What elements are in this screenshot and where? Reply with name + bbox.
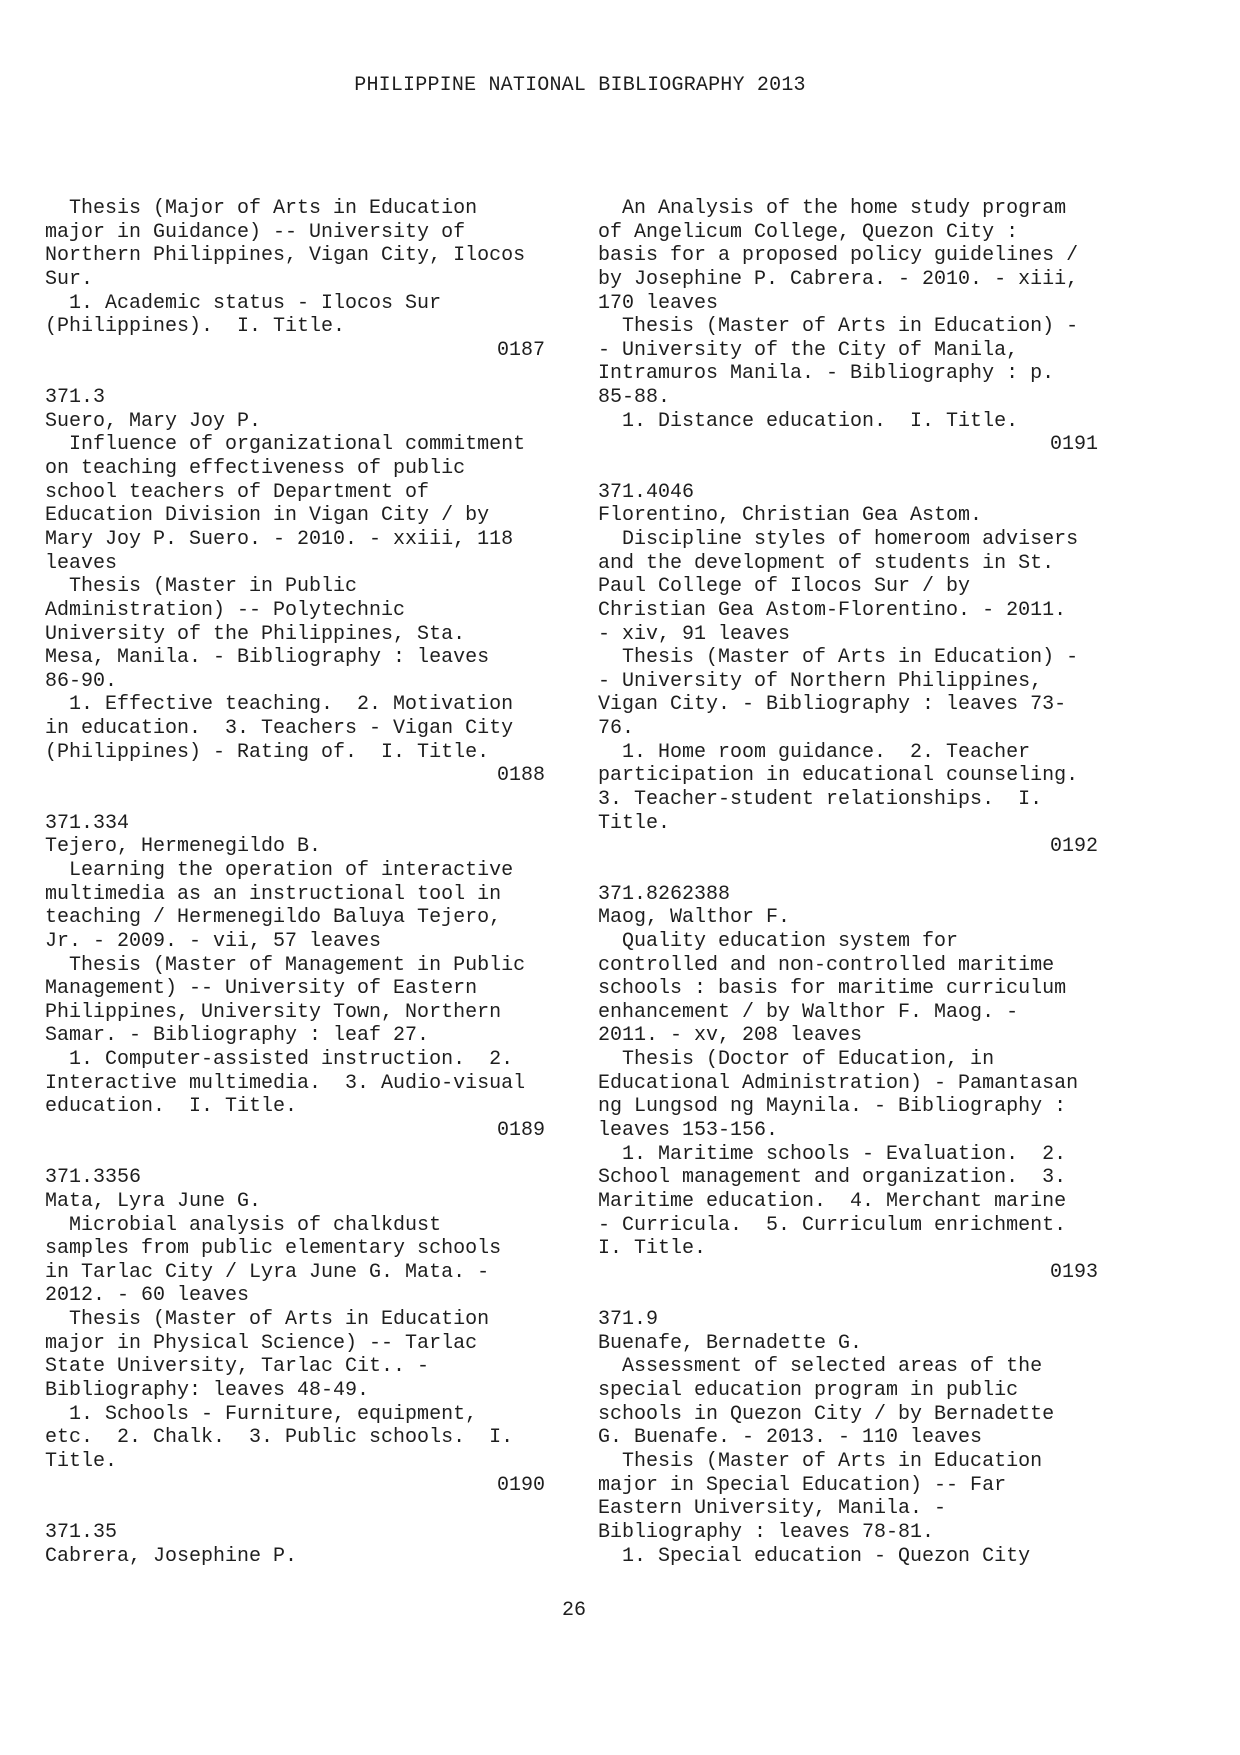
spacer <box>45 788 545 812</box>
entry-line: Assessment of selected areas of the <box>598 1355 1043 1379</box>
entry-line: Management) -- University of Eastern <box>45 977 478 1001</box>
entry-line: Suero, Mary Joy P. <box>45 409 262 433</box>
entry-line: and the development of students in St. <box>598 551 1055 575</box>
entry-line: 1. Special education - Quezon City <box>598 1544 1031 1568</box>
entry-line: 1. Computer-assisted instruction. 2. <box>45 1048 514 1072</box>
entry-number: 0187 <box>496 338 545 362</box>
entry-line: Educational Administration) - Pamantasan <box>598 1071 1079 1095</box>
entry-line: 1. Home room guidance. 2. Teacher <box>598 740 1031 764</box>
entry-line: major in Guidance) -- University of <box>45 220 466 244</box>
entry-number: 0192 <box>1049 835 1098 859</box>
entry-line: in education. 3. Teachers - Vigan City <box>45 717 514 741</box>
spacer <box>45 362 545 386</box>
entry-line: Interactive multimedia. 3. Audio-visual <box>45 1071 526 1095</box>
entry-line: major in Special Education) -- Far <box>598 1473 1007 1497</box>
entry-line: Thesis (Master in Public <box>45 575 358 599</box>
entry-line: Thesis (Master of Management in Public <box>45 953 526 977</box>
entry-line: by Josephine P. Cabrera. - 2010. - xiii, <box>598 267 1079 291</box>
entry-line: schools : basis for maritime curriculum <box>598 977 1067 1001</box>
entry-number: 0190 <box>496 1473 545 1497</box>
entry-line: 1. Distance education. I. Title. <box>598 409 1019 433</box>
entry-line: (Philippines) - Rating of. I. Title. <box>45 740 490 764</box>
entry-line: Thesis (Master of Arts in Education) - <box>598 646 1079 670</box>
entry-line: education. I. Title. <box>45 1095 298 1119</box>
entry-line: Thesis (Master of Arts in Education <box>598 1449 1043 1473</box>
entry-line: leaves 153-156. <box>598 1118 779 1142</box>
entry-line: Jr. - 2009. - vii, 57 leaves <box>45 929 382 953</box>
entry-line: enhancement / by Walthor F. Maog. - <box>598 1000 1019 1024</box>
entry-line: Mary Joy P. Suero. - 2010. - xxiii, 118 <box>45 527 514 551</box>
entry-line: Quality education system for <box>598 929 959 953</box>
entry-line: 371.334 <box>45 811 130 835</box>
entry-line: - University of the City of Manila, <box>598 338 1019 362</box>
entry-line: Bibliography : leaves 78-81. <box>598 1520 935 1544</box>
entry-line: school teachers of Department of <box>45 480 430 504</box>
entry-line: Bibliography: leaves 48-49. <box>45 1379 370 1403</box>
entry-line: 1. Effective teaching. 2. Motivation <box>45 693 514 717</box>
entry-line: G. Buenafe. - 2013. - 110 leaves <box>598 1426 983 1450</box>
right-column <box>598 197 1098 1568</box>
entry-line: ng Lungsod ng Maynila. - Bibliography : <box>598 1095 1067 1119</box>
spacer <box>598 859 1098 883</box>
entry-line: multimedia as an instructional tool in <box>45 882 502 906</box>
entry-line: Buenafe, Bernadette G. <box>598 1331 863 1355</box>
entry-line: on teaching effectiveness of public <box>45 457 466 481</box>
entry-number: 0189 <box>496 1118 545 1142</box>
entry-line: of Angelicum College, Quezon City : <box>598 220 1019 244</box>
entry-line: Learning the operation of interactive <box>45 858 514 882</box>
entry-line: Influence of organizational commitment <box>45 433 526 457</box>
entry-line: - University of Northern Philippines, <box>598 669 1043 693</box>
entry-line: Title. <box>45 1449 118 1473</box>
entry-line: Tejero, Hermenegildo B. <box>45 835 322 859</box>
entry-line: 76. <box>598 717 635 741</box>
entry-line: Administration) -- Polytechnic <box>45 598 406 622</box>
entry-line: Christian Gea Astom-Florentino. - 2011. <box>598 598 1067 622</box>
entry-line: basis for a proposed policy guidelines / <box>598 244 1079 268</box>
entry-line: Thesis (Doctor of Education, in <box>598 1048 995 1072</box>
entry-line: Florentino, Christian Gea Astom. <box>598 504 983 528</box>
entry-line: 86-90. <box>45 669 118 693</box>
entry-line: 2012. - 60 leaves <box>45 1284 250 1308</box>
entry-line: Philippines, University Town, Northern <box>45 1000 502 1024</box>
entry-line: Cabrera, Josephine P. <box>45 1544 298 1568</box>
entry-line: controlled and non-controlled maritime <box>598 953 1055 977</box>
entry-line: 85-88. <box>598 386 671 410</box>
spacer <box>598 1284 1098 1308</box>
entry-line: 1. Schools - Furniture, equipment, <box>45 1402 478 1426</box>
entry-line: participation in educational counseling. <box>598 764 1079 788</box>
page-header: PHILIPPINE NATIONAL BIBLIOGRAPHY 2013 <box>354 74 806 97</box>
entry-line: (Philippines). I. Title. <box>45 315 346 339</box>
entry-line: 1. Maritime schools - Evaluation. 2. <box>598 1142 1067 1166</box>
entry-line: special education program in public <box>598 1379 1019 1403</box>
entry-line: Maritime education. 4. Merchant marine <box>598 1189 1067 1213</box>
entry-line: Mata, Lyra June G. <box>45 1189 262 1213</box>
entry-line: 2011. - xv, 208 leaves <box>598 1024 863 1048</box>
entry-line: 371.8262388 <box>598 882 731 906</box>
entry-line: School management and organization. 3. <box>598 1166 1067 1190</box>
spacer <box>45 1497 545 1521</box>
left-column <box>45 197 545 1568</box>
entry-line: Sur. <box>45 267 94 291</box>
entry-line: 371.4046 <box>598 480 695 504</box>
entry-line: 1. Academic status - Ilocos Sur <box>45 291 442 315</box>
entry-line: University of the Philippines, Sta. <box>45 622 466 646</box>
entry-line: 3. Teacher-student relationships. I. <box>598 788 1043 812</box>
entry-line: 170 leaves <box>598 291 719 315</box>
entry-line: I. Title. <box>598 1237 707 1261</box>
entry-line: State University, Tarlac Cit.. - <box>45 1355 430 1379</box>
entry-line: Thesis (Major of Arts in Education <box>45 197 478 220</box>
entry-line: Northern Philippines, Vigan City, Ilocos <box>45 244 526 268</box>
entry-line: Discipline styles of homeroom advisers <box>598 527 1079 551</box>
entry-line: Mesa, Manila. - Bibliography : leaves <box>45 646 490 670</box>
entry-line: - Curricula. 5. Curriculum enrichment. <box>598 1213 1067 1237</box>
entry-line: - xiv, 91 leaves <box>598 622 791 646</box>
entry-line: Education Division in Vigan City / by <box>45 504 490 528</box>
entry-line: teaching / Hermenegildo Baluya Tejero, <box>45 906 502 930</box>
entry-line: 371.3 <box>45 386 106 410</box>
entry-line: samples from public elementary schools <box>45 1237 502 1261</box>
entry-line: Samar. - Bibliography : leaf 27. <box>45 1024 430 1048</box>
entry-line: schools in Quezon City / by Bernadette <box>598 1402 1055 1426</box>
page-number: 26 <box>561 1599 586 1622</box>
entry-line: 371.35 <box>45 1520 118 1544</box>
entry-line: 371.9 <box>598 1308 659 1332</box>
entry-line: An Analysis of the home study program <box>598 197 1067 220</box>
entry-line: 371.3356 <box>45 1166 142 1190</box>
entry-number: 0193 <box>1049 1260 1098 1284</box>
entry-line: in Tarlac City / Lyra June G. Mata. - <box>45 1260 490 1284</box>
spacer <box>598 457 1098 481</box>
entry-line: Paul College of Ilocos Sur / by <box>598 575 971 599</box>
entry-line: Thesis (Master of Arts in Education) - <box>598 315 1079 339</box>
entry-line: Maog, Walthor F. <box>598 906 791 930</box>
entry-line: Eastern University, Manila. - <box>598 1497 947 1521</box>
entry-line: Microbial analysis of chalkdust <box>45 1213 442 1237</box>
spacer <box>45 1143 545 1167</box>
entry-line: etc. 2. Chalk. 3. Public schools. I. <box>45 1426 514 1450</box>
entry-line: Thesis (Master of Arts in Education <box>45 1308 490 1332</box>
entry-number: 0188 <box>496 764 545 788</box>
entry-number: 0191 <box>1049 433 1098 457</box>
entry-line: leaves <box>45 551 118 575</box>
entry-line: Vigan City. - Bibliography : leaves 73- <box>598 693 1067 717</box>
entry-line: Title. <box>598 811 671 835</box>
entry-line: major in Physical Science) -- Tarlac <box>45 1331 478 1355</box>
entry-line: Intramuros Manila. - Bibliography : p. <box>598 362 1055 386</box>
